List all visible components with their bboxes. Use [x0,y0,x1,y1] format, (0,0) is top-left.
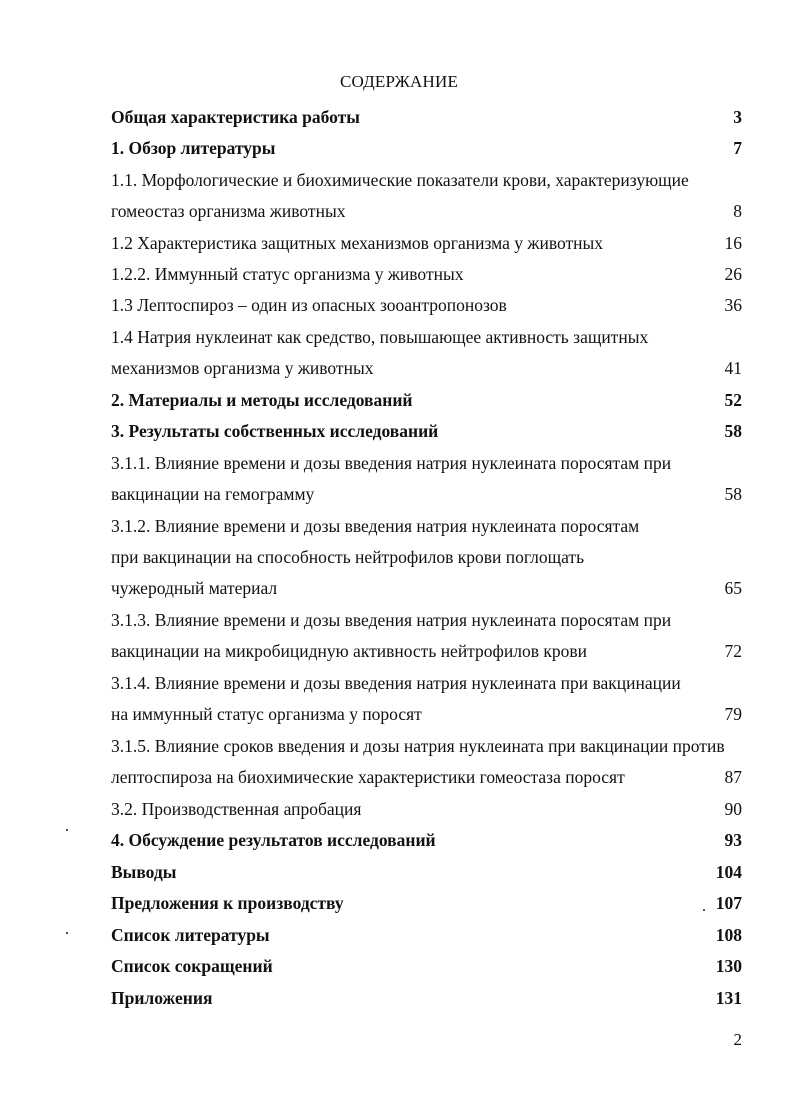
toc-entry-title: 1.4 Натрия нуклеинат как средство, повышающее активность защитных [111,327,649,347]
toc-entry-title: Список литературы [111,925,270,945]
toc-entry-title: Выводы [111,862,177,882]
toc-entry-title: вакцинации на гемограмму [111,484,315,504]
toc-entry-title: Список сокращений [111,956,273,976]
toc-entry-page: 26 [724,264,742,284]
toc-entry-title: гомеостаз организма животных [111,201,346,221]
toc-entry-page: 7 [733,138,742,158]
toc-entry-title: 3.1.4. Влияние времени и дозы введения натрия нуклеината при вакцинации [111,673,681,693]
toc-entry-page: 131 [715,988,742,1008]
toc-entry-title: 3.1.5. Влияние сроков введения и дозы натрия нуклеината при вакцинации против [111,736,725,756]
toc-entry-page: 90 [724,799,742,819]
page-number: 2 [733,1030,742,1049]
toc-entry-page: 130 [715,956,742,976]
toc-entry-page: 108 [715,925,742,945]
toc-entry-page: 41 [724,358,742,378]
toc-entry-title: вакцинации на микробицидную активность нейтрофилов крови [111,641,588,661]
toc-entry-title: 3.1.1. Влияние времени и дозы введения натрия нуклеината поросятам при [111,453,672,473]
toc-entry-title: 3. Результаты собственных исследований [111,421,439,441]
toc-entry-title: 3.2. Производственная апробация [111,799,362,819]
toc-entry-title: 2. Материалы и методы исследований [111,390,413,410]
toc-entry-page: 52 [724,390,742,410]
toc-entry-title: Приложения [111,988,213,1008]
toc-entry-page: 87 [724,767,742,787]
page-title: СОДЕРЖАНИЕ [339,72,459,91]
toc-entry-page: 58 [724,484,742,504]
toc-entry-page: 8 [733,201,742,221]
toc-entry-title: 1.3 Лептоспироз – один из опасных зооантропонозов [111,295,507,315]
toc-entry-title: на иммунный статус организма у поросят [111,704,422,724]
toc-entry-title: Предложения к производству [111,893,344,913]
toc-entry-title: 3.1.3. Влияние времени и дозы введения натрия нуклеината поросятам при [111,610,672,630]
toc-entry-title: Общая характеристика работы [111,107,360,127]
toc-entry-title: 1. Обзор литературы [111,138,276,158]
toc-entry-page: 36 [724,295,742,315]
scan-speck [66,932,68,934]
toc-entry-page: 58 [724,421,742,441]
toc-entry-title: 1.1. Морфологические и биохимические показатели крови, характеризующие [111,170,689,190]
toc-entry-title: 3.1.2. Влияние времени и дозы введения натрия нуклеината поросятам [111,516,640,536]
toc-entry-page: 93 [724,830,742,850]
toc-entry-title: 1.2 Характеристика защитных механизмов организма у животных [111,233,604,253]
toc-entry-title: при вакцинации на способность нейтрофилов крови поглощать [111,547,585,567]
toc-entry-title: механизмов организма у животных [111,358,374,378]
toc-entry-title: 4. Обсуждение результатов исследований [111,830,436,850]
toc-entry-page: 65 [724,578,742,598]
toc-entry-page: 3 [733,107,742,127]
toc-entry-page: 107 [715,893,742,913]
scan-speck [66,829,68,831]
toc-entry-page: 104 [715,862,742,882]
scan-speck [703,909,705,911]
toc-entry-page: 79 [724,704,742,724]
toc-entry-page: 16 [724,233,742,253]
toc-entry-page: 72 [724,641,742,661]
toc-entry-title: 1.2.2. Иммунный статус организма у животных [111,264,464,284]
toc-entry-title: лептоспироза на биохимические характеристики гомеостаза поросят [111,767,625,787]
toc-entry-title: чужеродный материал [111,578,278,598]
